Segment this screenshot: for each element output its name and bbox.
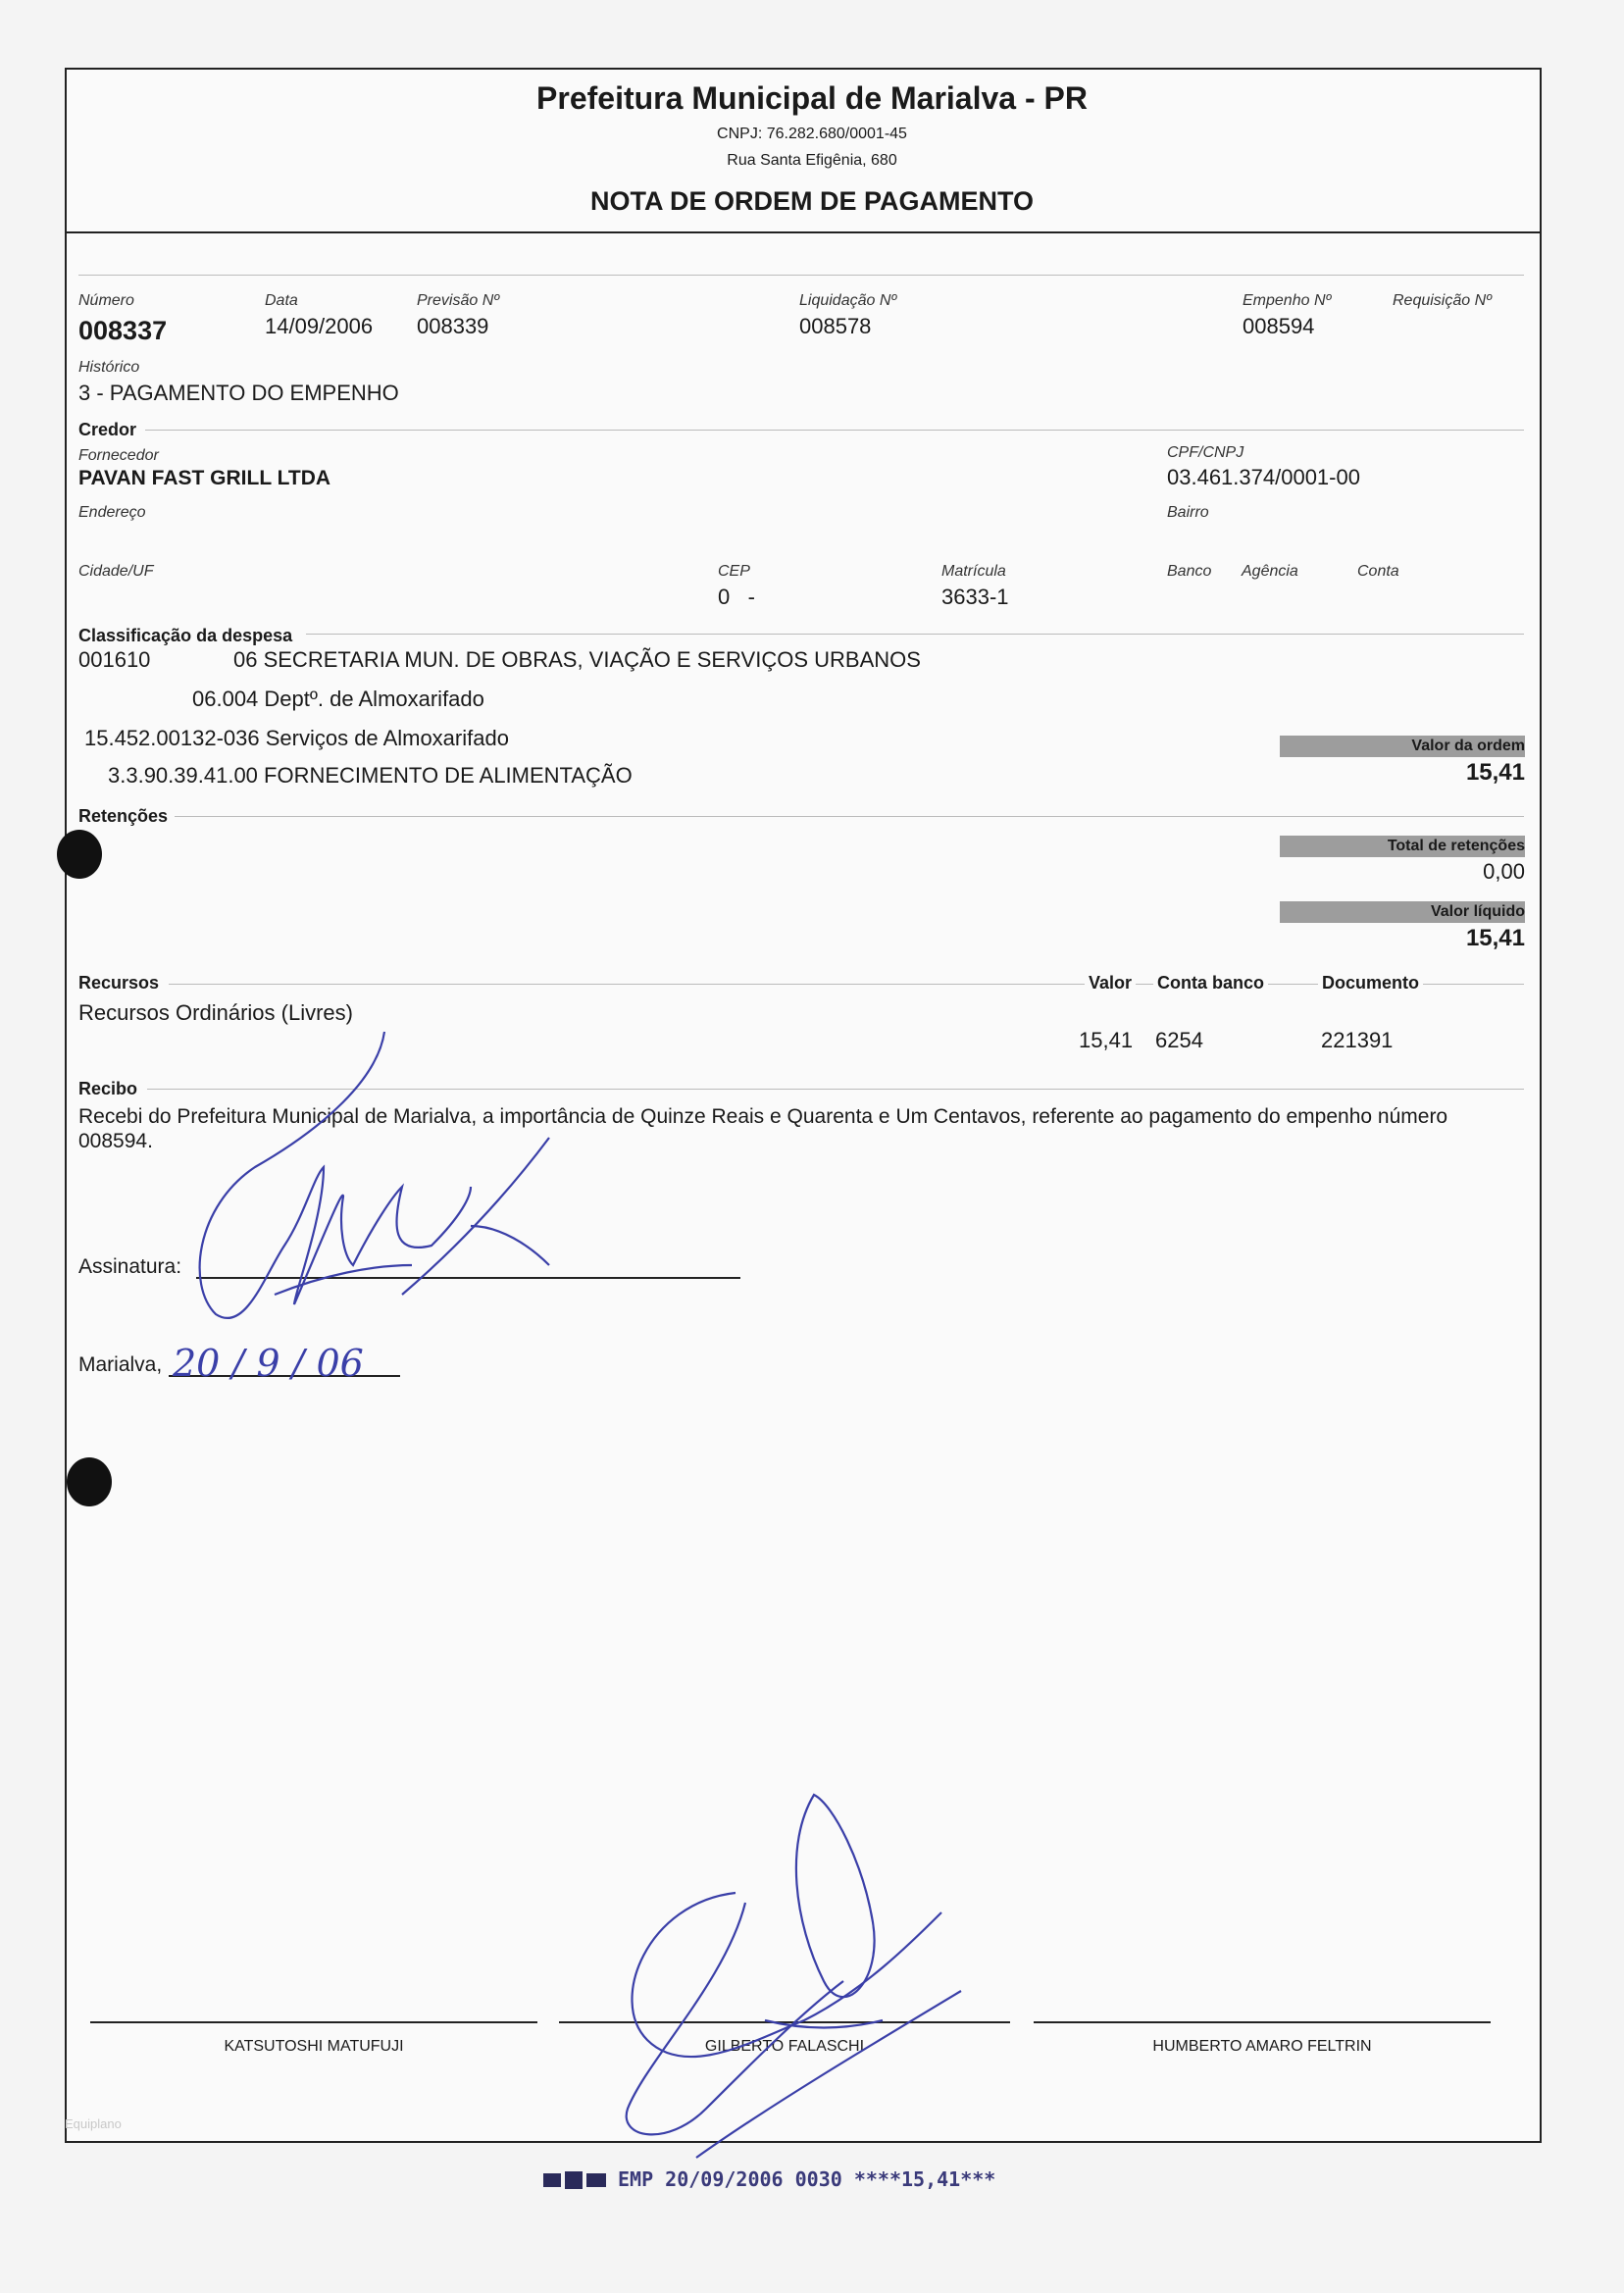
cnpj-text: CNPJ: 76.282.680/0001-45: [717, 126, 907, 142]
numero-label: Número: [78, 292, 134, 309]
recipient-signature: [177, 1020, 647, 1334]
cep-value: 0 -: [718, 585, 755, 609]
recursos-conta: 6254: [1155, 1028, 1203, 1052]
bairro-label: Bairro: [1167, 504, 1209, 521]
historico-value: 3 - PAGAMENTO DO EMPENHO: [78, 381, 399, 405]
total-retencoes-value: 0,00: [1483, 859, 1525, 884]
classificacao-rule: [306, 634, 1524, 635]
cep-label: CEP: [718, 563, 750, 580]
credor-section: Credor: [78, 420, 137, 439]
data-value: 14/09/2006: [265, 314, 374, 338]
punch-hole-top: [57, 830, 102, 879]
recursos-valor: 15,41: [1079, 1028, 1134, 1052]
classificacao-line-4: 3.3.90.39.41.00 FORNECIMENTO DE ALIMENTAÇÃO: [108, 763, 633, 788]
recursos-section: Recursos: [78, 973, 160, 993]
signature-line-3: [1034, 2021, 1491, 2023]
bank-stamp-logo: [543, 2169, 608, 2191]
signatory-2: GILBERTO FALASCHI: [704, 2038, 865, 2055]
recursos-descricao: Recursos Ordinários (Livres): [78, 1000, 353, 1025]
authority-signature: [588, 1785, 1079, 2177]
signature-line-1: [90, 2021, 537, 2023]
recibo-section: Recibo: [78, 1079, 138, 1098]
software-watermark: Equiplano: [65, 2116, 122, 2131]
valor-ordem-label: Valor da ordem: [1411, 738, 1525, 754]
classificacao-line-1: 06 SECRETARIA MUN. DE OBRAS, VIAÇÃO E SERVIÇOS URBANOS: [233, 647, 921, 672]
recursos-documento: 221391: [1321, 1028, 1394, 1052]
endereco-label: Endereço: [78, 504, 146, 521]
document-title: NOTA DE ORDEM DE PAGAMENTO: [589, 186, 1034, 216]
recursos-conta-header: Conta banco: [1153, 973, 1268, 994]
previsao-value: 008339: [417, 314, 489, 338]
cpf-label: CPF/CNPJ: [1167, 444, 1244, 461]
requisicao-label: Requisição Nº: [1393, 292, 1492, 309]
handwritten-date: 20 / 9 / 06: [173, 1342, 364, 1385]
valor-liquido-value: 15,41: [1465, 925, 1525, 951]
recursos-valor-header: Valor: [1085, 973, 1136, 994]
empenho-label: Empenho Nº: [1243, 292, 1332, 309]
total-retencoes-label: Total de retenções: [1387, 838, 1525, 854]
credor-rule: [145, 430, 1524, 431]
header-divider: [65, 231, 1540, 233]
signatory-3: HUMBERTO AMARO FELTRIN: [1152, 2038, 1372, 2055]
cpf-value: 03.461.374/0001-00: [1167, 465, 1360, 489]
retencoes-rule: [175, 816, 1524, 817]
signatory-1: KATSUTOSHI MATUFUJI: [224, 2038, 404, 2055]
valor-liquido-label: Valor líquido: [1430, 903, 1525, 920]
address-text: Rua Santa Efigênia, 680: [727, 152, 897, 169]
matricula-value: 3633-1: [941, 585, 1009, 609]
classificacao-section: Classificação da despesa: [78, 626, 293, 645]
banco-label: Banco: [1167, 563, 1212, 580]
assinatura-label: Assinatura:: [78, 1255, 182, 1278]
local-label: Marialva,: [78, 1353, 163, 1376]
bank-stamp: EMP 20/09/2006 0030 ****15,41***: [618, 2167, 996, 2191]
matricula-label: Matrícula: [941, 563, 1006, 580]
liquidacao-label: Liquidação Nº: [799, 292, 897, 309]
historico-label: Histórico: [78, 359, 140, 376]
numero-value: 008337: [78, 316, 168, 345]
cidade-label: Cidade/UF: [78, 563, 154, 580]
punch-hole-bottom: [67, 1457, 112, 1506]
recibo-text: Recebi do Prefeitura Municipal de Marialva, a importância de Quinze Reais e Quarenta e Um Centavos, referente ao pagamento do empenho número 008594.: [78, 1105, 1448, 1152]
page-title: Prefeitura Municipal de Marialva - PR: [536, 80, 1088, 116]
recursos-documento-header: Documento: [1318, 973, 1423, 994]
data-label: Data: [265, 292, 298, 309]
empenho-value: 008594: [1243, 314, 1315, 338]
fornecedor-value: PAVAN FAST GRILL LTDA: [78, 467, 331, 489]
agencia-label: Agência: [1242, 563, 1298, 580]
retencoes-section: Retenções: [78, 806, 169, 826]
liquidacao-value: 008578: [799, 314, 872, 338]
valor-ordem-value: 15,41: [1465, 759, 1525, 786]
classificacao-line-3: 15.452.00132-036 Serviços de Almoxarifado: [84, 726, 509, 750]
previsao-label: Previsão Nº: [417, 292, 500, 309]
classificacao-line-2: 06.004 Deptº. de Almoxarifado: [192, 687, 484, 711]
top-rule: [78, 275, 1524, 276]
conta-label: Conta: [1357, 563, 1399, 580]
fornecedor-label: Fornecedor: [78, 447, 159, 464]
classificacao-code: 001610: [78, 647, 151, 672]
